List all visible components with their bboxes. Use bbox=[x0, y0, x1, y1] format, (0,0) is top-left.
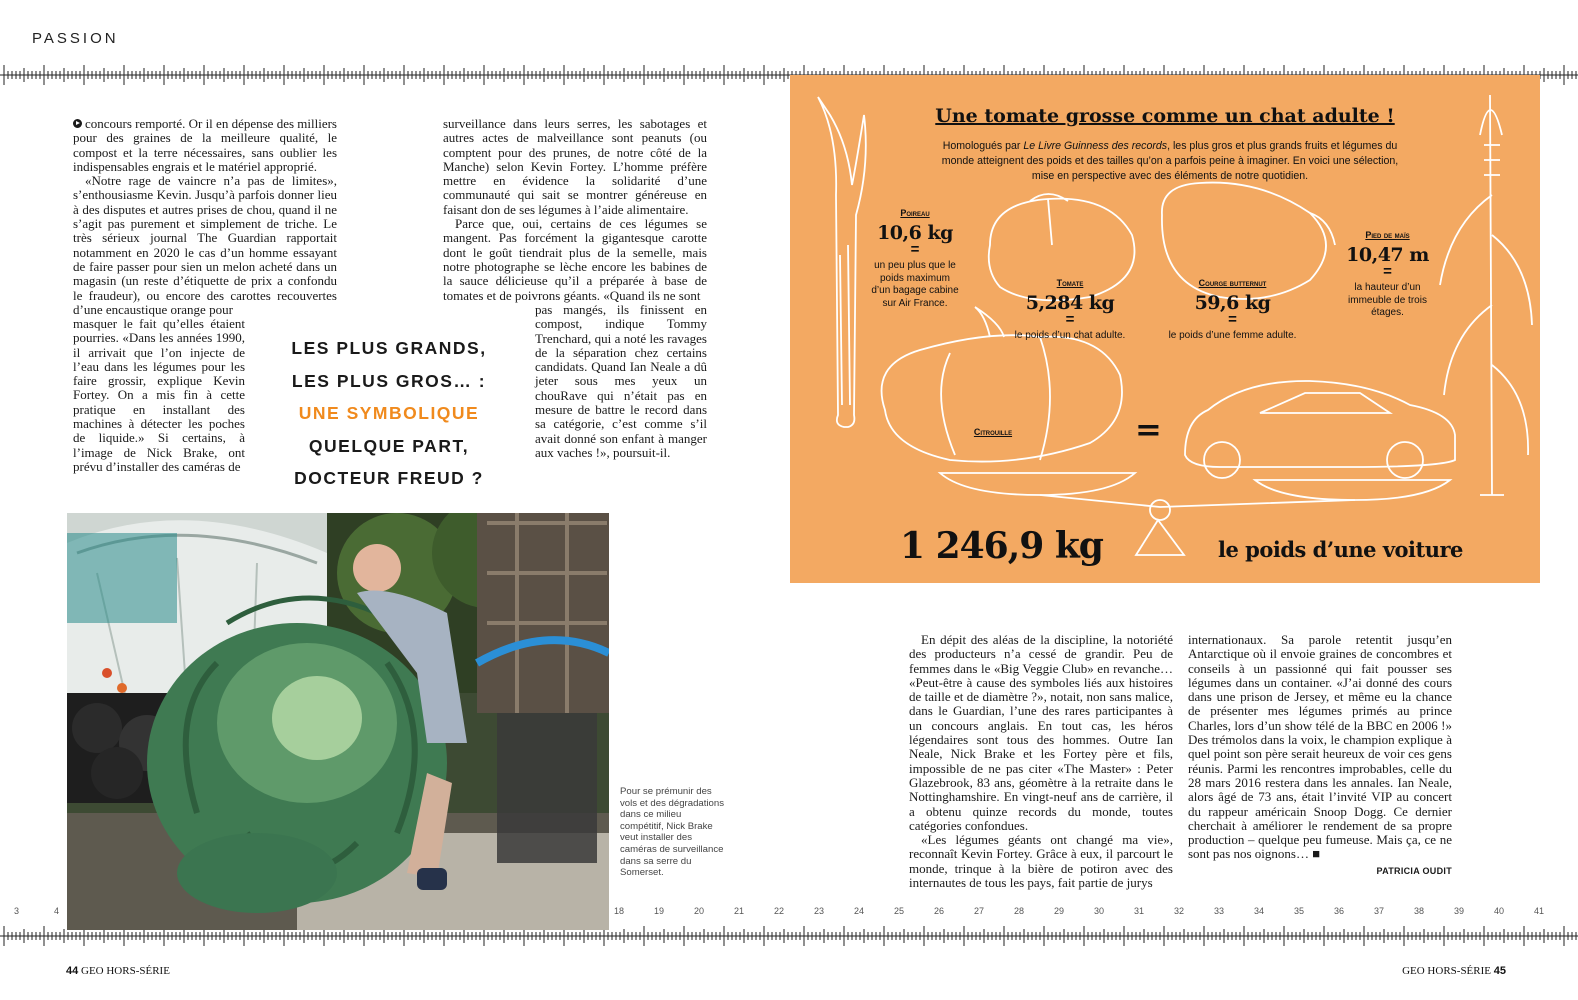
paragraph: concours remporté. Or il en dépense des milliers pour des graines de la meilleure qualité, le compost et la terre nécessaires, sans oublier les indispensables engrais et le matériel approprié. bbox=[73, 116, 337, 174]
ruler-number: 31 bbox=[1134, 906, 1145, 916]
corn-record bbox=[1340, 230, 1435, 320]
ruler-number: 27 bbox=[974, 906, 985, 916]
ruler-number: 33 bbox=[1214, 906, 1225, 916]
ruler-number: 28 bbox=[1014, 906, 1025, 916]
record-comparison: le poids d’une femme adulte. bbox=[1168, 330, 1297, 341]
record-comparison: un peu plus que le poids maximum d’un bagage cabine sur Air France. bbox=[871, 260, 959, 309]
record-label: Tomate bbox=[1056, 278, 1084, 288]
continuation-bullet-icon bbox=[73, 119, 82, 128]
equals-sign: = bbox=[1383, 263, 1392, 280]
equals-sign: = bbox=[1065, 311, 1075, 328]
infographic-title: Une tomate grosse comme un chat adulte ! bbox=[935, 105, 1395, 127]
cabbage-photo bbox=[67, 513, 609, 930]
ruler-number: 30 bbox=[1094, 906, 1105, 916]
ruler-number: 32 bbox=[1174, 906, 1185, 916]
record-value: 10,6 kg bbox=[877, 222, 953, 244]
ruler-number: 26 bbox=[934, 906, 945, 916]
ruler-number: 19 bbox=[654, 906, 665, 916]
pull-quote-line: QUELQUE PART, bbox=[308, 435, 470, 456]
ruler-number: 35 bbox=[1294, 906, 1305, 916]
paragraph: En dépit des aléas de la discipline, la notoriété des producteurs n’a cessé de grandir. Peu de femmes dans le «Big Veggie Club» en revanche… «Peut-être à cause des symboles liés aux histoires de taille et de diamètre ?», notait, non sans malice, dans le Guardian, l’une des rares participantes à un concours anglais. En tout cas, les héros légendaires sont tous des hommes. Outre Ian Neale, Nick Brake et les Fortey père et fils, impossible de ne pas citer «The Master» : Peter Glazebrook, 83 ans, géomètre à la retraite dans le Nottinghamshire. En vingt-neuf ans de carrière, il a obtenu quinze records du monde, toutes catégories confondues. bbox=[909, 632, 1173, 833]
ruler-number: 22 bbox=[774, 906, 785, 916]
paragraph: Parce que, oui, certains de ces légumes se mangent. Pas forcément la gigantesque carotte dont le goût tiendrait plus de la semelle, mais notre photographe se lèche encore les babines de la sauce délicieuse qu’il a préparée à base de tomates et de poivrons géants. «Quand ils ne sont bbox=[443, 216, 707, 303]
ruler-number: 34 bbox=[1254, 906, 1265, 916]
section-label: PASSION bbox=[32, 30, 119, 47]
author-byline: PATRICIA OUDIT bbox=[1376, 865, 1452, 876]
article-column-1-narrow bbox=[73, 317, 245, 474]
butternut-record bbox=[1160, 278, 1305, 343]
pumpkin-drawing bbox=[882, 335, 1122, 461]
pumpkin-label: Citrouille bbox=[973, 427, 1013, 437]
pull-quote-line: LES PLUS GRANDS, bbox=[291, 338, 487, 358]
paragraph: «Notre rage de vaincre n’a pas de limites», s’enthousiasme Kevin. Jusqu’à parfois donner lieu à des disputes et autres prises de chou, quand il ne s’agit pas purement et simplement de triche. Le très sérieux journal The Guardian rapportait notamment en 2020 le cas d’un homme essayant de faire passer pour sien un melon acheté dans un magasin (un reste d’étiquette de prix a confondu le fraudeur), ou encore des carottes recouvertes d’une encaustique orange pour bbox=[73, 173, 337, 317]
ruler-number: 4 bbox=[54, 906, 60, 916]
pull-quote bbox=[278, 332, 500, 495]
infographic-panel bbox=[790, 75, 1540, 583]
ruler-number: 38 bbox=[1414, 906, 1425, 916]
infographic-intro bbox=[935, 139, 1405, 184]
record-value: 59,6 kg bbox=[1194, 292, 1271, 314]
ruler-number: 25 bbox=[894, 906, 905, 916]
left-folio bbox=[66, 965, 170, 977]
paragraph: masquer le fait qu’elles étaient pourries. «Dans les années 1990, il arrivait que l’on injecte de l’eau dans les légumes pour les faire grossir, explique Kevin Fortey. On a mis fin à cette pratique en installant des machines à détecter les poches de liquide.» Si certains, à l’image de Nick Brake, ont prévu d’installer des caméras de bbox=[73, 316, 245, 474]
article-column-2-narrow bbox=[535, 303, 707, 460]
photo-caption: Pour se prémunir des vols et des dégradations dans ce milieu compétitif, Nick Brake veut installer des caméras de surveillance dans sa serre du Somerset. bbox=[620, 786, 724, 879]
article-column-4 bbox=[1188, 633, 1452, 878]
intro-text: Homologués par bbox=[942, 140, 1024, 152]
pumpkin-comparison: le poids d’une voiture bbox=[1218, 537, 1463, 562]
pull-quote-line: LES PLUS GROS… : bbox=[291, 370, 487, 391]
ruler-number: 39 bbox=[1454, 906, 1465, 916]
leek-record bbox=[870, 208, 960, 310]
pull-quote-line: DOCTEUR FREUD ? bbox=[294, 468, 484, 488]
intro-text: , les plus gros et plus grands fruits et légumes du monde atteignent des poids et des tailles qu’on a parfois peine à imaginer. En voici une sélection, mise en perspective avec des éléments de notre quotidien. bbox=[941, 140, 1399, 182]
paragraph: surveillance dans leurs serres, les sabotages et autres actes de malveillance sont peanuts (ou comptent pour des prunes, de notre côté de la Manche) selon Kevin Fortey. L’homme préfère mettre en évidence la solidarité d’une communauté qui sait se montrer généreuse en faisant don de ses légumes à l’aide alimentaire. bbox=[443, 116, 707, 217]
ruler-number: 29 bbox=[1054, 906, 1065, 916]
article-column-1 bbox=[73, 117, 337, 317]
page-number: 45 bbox=[1493, 965, 1506, 977]
ruler-number: 21 bbox=[734, 906, 745, 916]
ruler-number: 18 bbox=[614, 906, 625, 916]
ruler-number: 20 bbox=[694, 906, 705, 916]
intro-book-title: Le Livre Guinness des records bbox=[1023, 140, 1168, 152]
ruler-number: 24 bbox=[854, 906, 865, 916]
ruler-number: 3 bbox=[14, 906, 20, 916]
paragraph: pas mangés, ils finissent en compost, indique Tommy Trenchard, qui a noté les ravages de la séparation chez certains candidats. Quand Ian Neale a dû jeter sous mes yeux un chouRave qui n’était pas en mesure de battre le record dans sa catégorie, c’est comme s’il avait donné son enfant à manger aux vaches !», poursuit-il. bbox=[535, 302, 707, 460]
article-column-3 bbox=[909, 633, 1173, 890]
ruler-number: 23 bbox=[814, 906, 825, 916]
ruler-number: 37 bbox=[1374, 906, 1385, 916]
scale-drawing bbox=[940, 473, 1135, 495]
publication-name: GEO HORS-SÉRIE bbox=[1402, 965, 1491, 977]
equals-sign: = bbox=[910, 241, 920, 258]
pumpkin-weight: 1 246,9 kg bbox=[900, 525, 1103, 567]
record-value: 10,47 m bbox=[1346, 244, 1429, 266]
record-label: Poireau bbox=[900, 208, 930, 218]
paragraph: «Les légumes géants ont changé ma vie», reconnaît Kevin Fortey. Grâce à eux, il parcourt le monde, trinque à la bière de potiron avec des internautes de tous les pays, fait partie de jurys bbox=[909, 832, 1173, 891]
right-folio bbox=[1402, 965, 1506, 977]
tomato-record bbox=[1005, 278, 1135, 343]
record-value: 5,284 kg bbox=[1025, 292, 1115, 314]
equals-sign: = bbox=[1228, 311, 1237, 328]
record-comparison: la hauteur d’un immeuble de trois étages. bbox=[1348, 282, 1427, 318]
article-column-2 bbox=[443, 117, 707, 303]
paragraph: internationaux. Sa parole retentit jusqu’en Antarctique où il envoie graines de concombres et conseils à un passionné qui fait pousser ses légumes dans un container. «J’ai donné des cours dans une prison de Jersey, et même eu la chance de présenter mes légumes primés au prince Charles, lors d’un show télé de la BBC en 2006 !» Des trémolos dans la voix, le champion explique à quel point son père serait heureux de voir ces gens réunis. Parmi les rencontres improbables, celle du 28 mars 2016 restera dans les annales. Ian Neale, alors âgé de 73 ans, était l’invité VIP au concert du rappeur américain Snoop Dogg. Ce dernier cherchait à améliorer le rendement de sa propre production – quelque peu fumeuse. Mais ça, ce ne sont pas nos oignons… ■ bbox=[1188, 632, 1452, 862]
ruler-number: 41 bbox=[1534, 906, 1545, 916]
record-label: Courge butternut bbox=[1198, 278, 1267, 288]
publication-name: GEO HORS-SÉRIE bbox=[81, 965, 170, 977]
record-label: Pied de maïs bbox=[1365, 230, 1410, 240]
record-comparison: le poids d’un chat adulte. bbox=[1014, 330, 1126, 341]
ruler-number: 40 bbox=[1494, 906, 1505, 916]
pumpkin-equals-sign: = bbox=[1135, 410, 1162, 448]
corn-drawing bbox=[1440, 95, 1532, 495]
pull-quote-accent-line: UNE SYMBOLIQUE bbox=[298, 403, 480, 423]
page-number: 44 bbox=[66, 965, 79, 977]
ruler-number: 36 bbox=[1334, 906, 1345, 916]
